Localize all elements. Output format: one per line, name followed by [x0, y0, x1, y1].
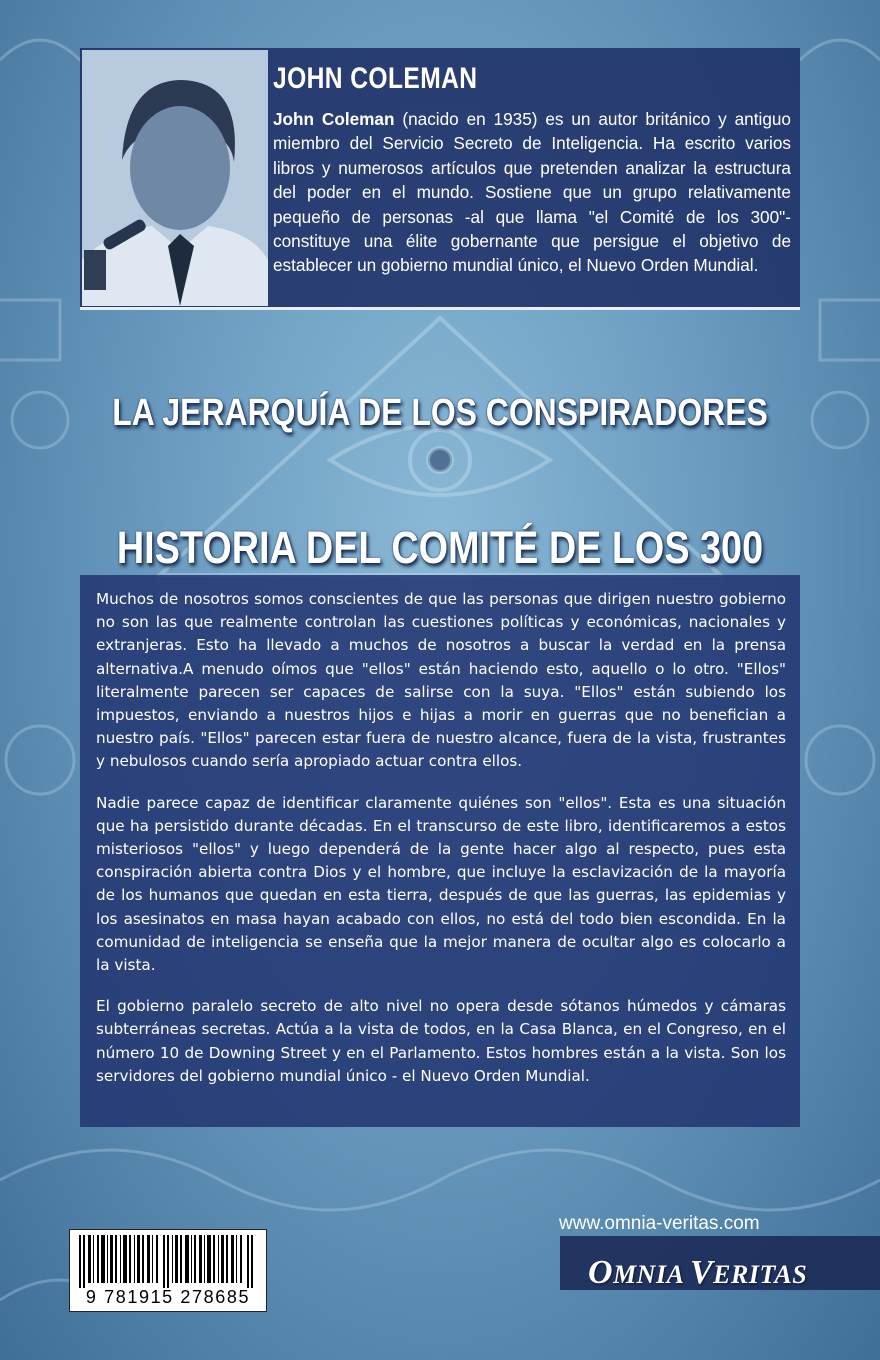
book-subtitle: HISTORIA DEL COMITÉ DE LOS 300 [116, 522, 764, 573]
publisher-website[interactable]: www.omnia-veritas.com [559, 1213, 760, 1234]
author-name: JOHN COLEMAN [273, 62, 478, 95]
logo-word-mnia: MNIA [613, 1260, 690, 1289]
author-bio [273, 107, 791, 278]
logo-letter-v: V [689, 1254, 714, 1291]
blurb-paragraph: El gobierno paralelo secreto de alto nivel no opera desde sótanos húmedos y cámaras subterráneas secretas. Actúa a la vista de todos, en la Casa Blanca, en el Congreso, en el número 10 de Downing Street y en el Parlamento. Estos hombres están a la vista. Son los servidores del gobierno mundial único - el Nuevo Orden Mundial. [96, 997, 786, 1085]
logo-letter-o: O [588, 1254, 614, 1291]
publisher-logo [588, 1254, 808, 1291]
book-title: LA JERARQUÍA DE LOS CONSPIRADORES [112, 392, 768, 434]
author-portrait-icon [82, 50, 268, 306]
author-bio-text: (nacido en 1935) es un autor británico y antiguo miembro del Servicio Secreto de Inteligencia. Ha escrito varios libros y numerosos artículos que pretenden analizar la estructura del poder en el mundo. Sostiene que un grupo relativamente pequeño de personas -al que llama "el Comité de los 300"- constituye una élite gobernante que persigue el objetivo de establecer un gobierno mundial único, el Nuevo Orden Mundial. [273, 109, 791, 276]
author-divider [80, 307, 800, 310]
blurb-paragraph: Muchos de nosotros somos conscientes de que las personas que dirigen nuestro gobierno no son las que realmente controlan las cuestiones políticas y económicas, nacionales y extranjeras. Esto ha llevado a muchos de nosotros a buscar la verdad en la prensa alternativa.A menudo oímos que "ellos" están haciendo esto, aquello o lo otro. "Ellos" literalmente parecen ser capaces de salirse con la suya. "Ellos" están subiendo los impuestos, enviando a nuestros hijos e hijas a morir en guerras que no benefician a nuestro país. "Ellos" parecen estar fuera de nuestro alcance, fuera de la vista, frustrantes y nebulosos cuando sería apropiado actuar contra ellos. [96, 590, 786, 771]
barcode-icon [79, 1235, 257, 1288]
author-bio-name: John Coleman [273, 109, 395, 129]
isbn-barcode [69, 1229, 267, 1312]
blurb-text [96, 588, 786, 1106]
blurb-paragraph: Nadie parece capaz de identificar claramente quiénes son "ellos". Esta es una situación que ha persistido durante décadas. En el transcurso de este libro, identificaremos a estos misteriosos "ellos" y luego dependerá de la gente hacer algo al respecto, pues esta conspiración abierta contra Dios y el hombre, que incluye la esclavización de la mayoría de los humanos que quedan en esta tierra, después de que las guerras, las epidemias y los asesinatos en masa hayan acabado con ellos, no está del todo bien escondida. En la comunidad de inteligencia se enseña que la mejor manera de ocultar algo es colocarlo a la vista. [96, 793, 786, 975]
isbn-number: 9 781915 278685 [85, 1287, 251, 1307]
author-photo [82, 50, 268, 306]
logo-word-eritas: ERITAS [713, 1260, 808, 1289]
